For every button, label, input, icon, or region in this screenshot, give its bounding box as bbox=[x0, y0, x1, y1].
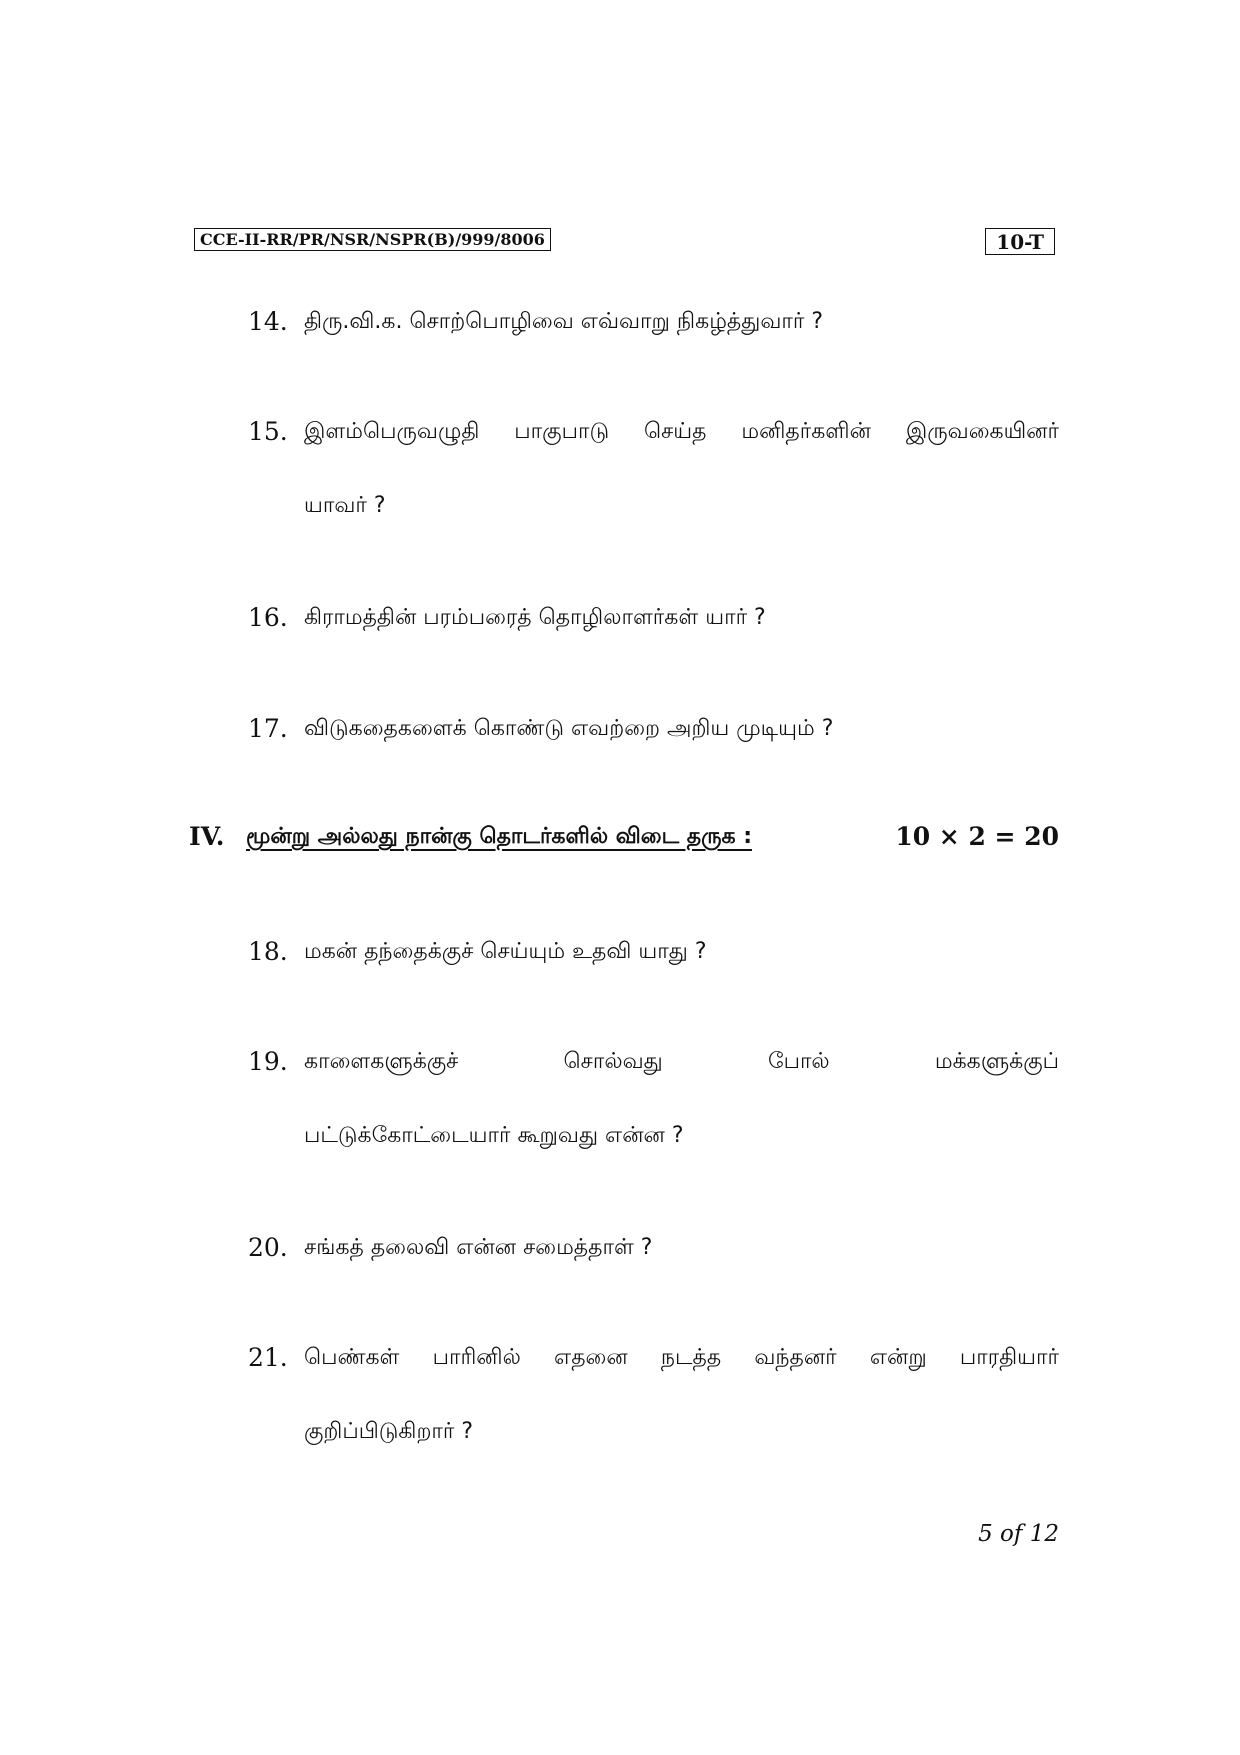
question-number: 17. bbox=[248, 714, 288, 743]
question-text bbox=[304, 1342, 1059, 1448]
question-text bbox=[304, 713, 1059, 745]
question-text bbox=[304, 602, 1059, 634]
question-line: திரு.வி.க. சொற்பொழிவை எவ்வாறு நிகழ்த்துவார் ? bbox=[304, 309, 824, 334]
question-number: 20. bbox=[248, 1233, 288, 1262]
question-line: பட்டுக்கோட்டையார் கூறுவது என்ன ? bbox=[304, 1123, 684, 1148]
section-marks: 10 × 2 = 20 bbox=[895, 822, 1059, 851]
section-numeral: IV. bbox=[189, 822, 225, 851]
paper-code-box: CCE-II-RR/PR/NSR/NSPR(B)/999/8006 bbox=[194, 228, 551, 251]
question-number: 15. bbox=[248, 417, 288, 446]
question-line: யாவர் ? bbox=[304, 493, 386, 518]
question-line: கிராமத்தின் பரம்பரைத் தொழிலாளர்கள் யார் ? bbox=[304, 605, 766, 630]
question-text bbox=[304, 416, 1059, 522]
section-heading bbox=[189, 821, 1059, 853]
question-line: காளைகளுக்குச் சொல்வது போல் மக்களுக்குப் bbox=[304, 1049, 1059, 1074]
question-text bbox=[304, 1232, 1059, 1264]
paper-version-box: 10-T bbox=[985, 228, 1055, 255]
question-line: சங்கத் தலைவி என்ன சமைத்தாள் ? bbox=[304, 1235, 653, 1260]
section-instruction: மூன்று அல்லது நான்கு தொடர்களில் விடை தருக : bbox=[246, 824, 753, 849]
question-line: மகன் தந்தைக்குச் செய்யும் உதவி யாது ? bbox=[304, 939, 707, 964]
question-text bbox=[304, 1046, 1059, 1152]
question-line: குறிப்பிடுகிறார் ? bbox=[304, 1419, 474, 1444]
question-line: பெண்கள் பாரினில் எதனை நடத்த வந்தனர் என்று பாரதியார் bbox=[304, 1345, 1059, 1370]
page-number: 5 of 12 bbox=[978, 1521, 1059, 1547]
question-number: 18. bbox=[248, 937, 288, 966]
question-number: 14. bbox=[248, 307, 288, 336]
question-text bbox=[304, 306, 1059, 338]
question-line: விடுகதைகளைக் கொண்டு எவற்றை அறிய முடியும் ? bbox=[304, 716, 834, 741]
question-number: 21. bbox=[248, 1343, 288, 1372]
question-number: 16. bbox=[248, 603, 288, 632]
question-line: இளம்பெருவழுதி பாகுபாடு செய்த மனிதர்களின் இருவகையினர் bbox=[304, 419, 1059, 444]
question-text bbox=[304, 936, 1059, 968]
question-number: 19. bbox=[248, 1047, 288, 1076]
